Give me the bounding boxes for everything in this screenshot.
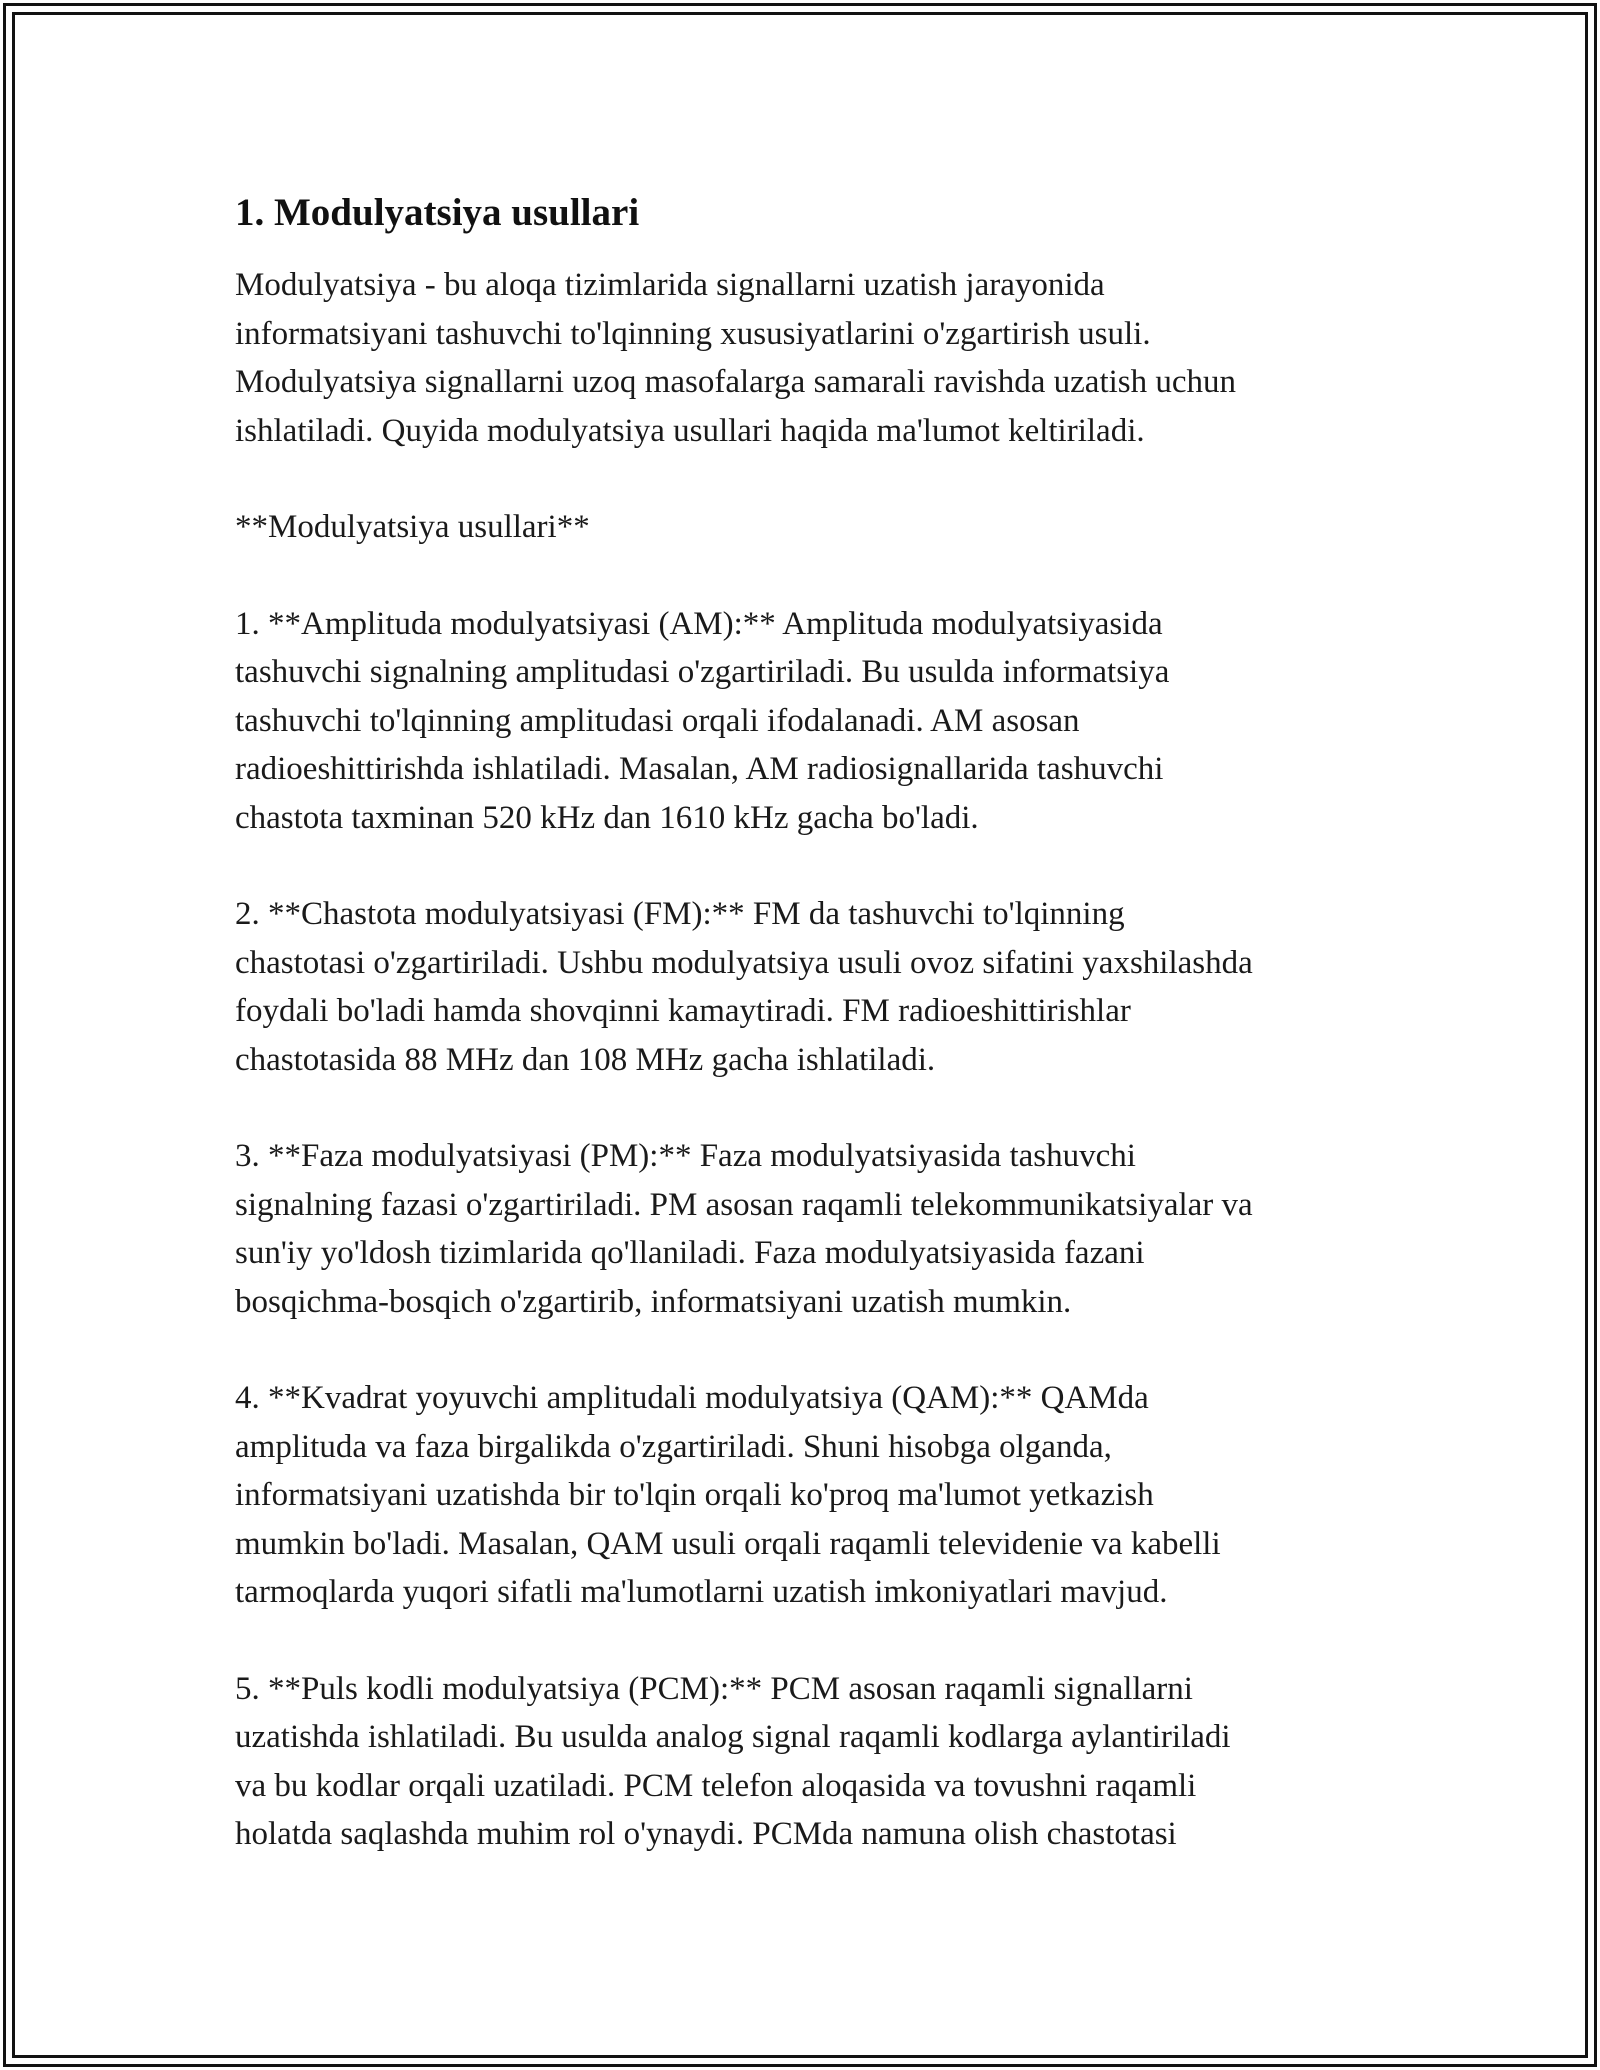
text-line: tarmoqlarda yuqori sifatli ma'lumotlarni uzatish imkoniyatlari mavjud. <box>235 1574 1168 1610</box>
text-line: radioeshittirishda ishlatiladi. Masalan, AM radiosignallarida tashuvchi <box>235 751 1164 787</box>
text-line: 5. **Puls kodli modulyatsiya (PCM):** PCM asosan raqamli signallarni <box>235 1670 1193 1707</box>
section-heading: 1. Modulyatsiya usullari <box>235 191 640 234</box>
text-line: informatsiyani uzatishda bir to'lqin orqali ko'proq ma'lumot yetkazish <box>235 1477 1154 1513</box>
subheading-paragraph <box>235 503 1395 552</box>
text-line: sun'iy yo'ldosh tizimlarida qo'llaniladi. Faza modulyatsiyasida fazani <box>235 1235 1145 1271</box>
list-item-pm <box>235 1132 1395 1326</box>
document-body <box>235 185 1395 1907</box>
text-line: 1. **Amplituda modulyatsiyasi (AM):** Amplituda modulyatsiyasida <box>235 605 1163 642</box>
list-item-am <box>235 600 1395 843</box>
text-line: mumkin bo'ladi. Masalan, QAM usuli orqali raqamli televidenie va kabelli <box>235 1525 1221 1562</box>
text-line: amplituda va faza birgalikda o'zgartiriladi. Shuni hisobga olganda, <box>235 1428 1112 1465</box>
text-line: foydali bo'ladi hamda shovqinni kamaytiradi. FM radioeshittirishlar <box>235 993 1131 1029</box>
text-line: chastota taxminan 520 kHz dan 1610 kHz gacha bo'ladi. <box>235 799 979 836</box>
text-line: ishlatiladi. Quyida modulyatsiya usullari haqida ma'lumot keltiriladi. <box>235 412 1145 449</box>
text-line: 4. **Kvadrat yoyuvchi amplitudali modulyatsiya (QAM):** QAMda <box>235 1380 1149 1416</box>
text-line: **Modulyatsiya usullari** <box>235 509 590 545</box>
text-line: Modulyatsiya - bu aloqa tizimlarida signallarni uzatish jarayonida <box>235 267 1105 303</box>
text-line: bosqichma-bosqich o'zgartirib, informatsiyani uzatish mumkin. <box>235 1283 1072 1320</box>
text-line: 2. **Chastota modulyatsiyasi (FM):** FM da tashuvchi to'lqinning <box>235 896 1125 932</box>
text-line: va bu kodlar orqali uzatiladi. PCM telefon aloqasida va tovushni raqamli <box>235 1767 1197 1804</box>
text-line: informatsiyani tashuvchi to'lqinning xususiyatlarini o'zgartirish usuli. <box>235 315 1151 352</box>
text-line: holatda saqlashda muhim rol o'ynaydi. PCMda namuna olish chastotasi <box>235 1816 1177 1852</box>
list-item-pcm <box>235 1665 1395 1859</box>
text-line: tashuvchi signalning amplitudasi o'zgartiriladi. Bu usulda informatsiya <box>235 654 1170 690</box>
list-item-qam <box>235 1374 1395 1617</box>
text-line: Modulyatsiya signallarni uzoq masofalarga samarali ravishda uzatish uchun <box>235 364 1237 400</box>
text-line: tashuvchi to'lqinning amplitudasi orqali ifodalanadi. AM asosan <box>235 702 1080 739</box>
list-item-fm <box>235 890 1395 1084</box>
text-line: 3. **Faza modulyatsiyasi (PM):** Faza modulyatsiyasida tashuvchi <box>235 1138 1136 1174</box>
text-line: chastotasi o'zgartiriladi. Ushbu modulyatsiya usuli ovoz sifatini yaxshilashda <box>235 944 1253 981</box>
intro-paragraph <box>235 261 1395 455</box>
text-line: uzatishda ishlatiladi. Bu usulda analog signal raqamli kodlarga aylantiriladi <box>235 1719 1231 1755</box>
text-line: signalning fazasi o'zgartiriladi. PM asosan raqamli telekommunikatsiyalar va <box>235 1186 1253 1223</box>
text-line: chastotasida 88 MHz dan 108 MHz gacha ishlatiladi. <box>235 1041 936 1078</box>
